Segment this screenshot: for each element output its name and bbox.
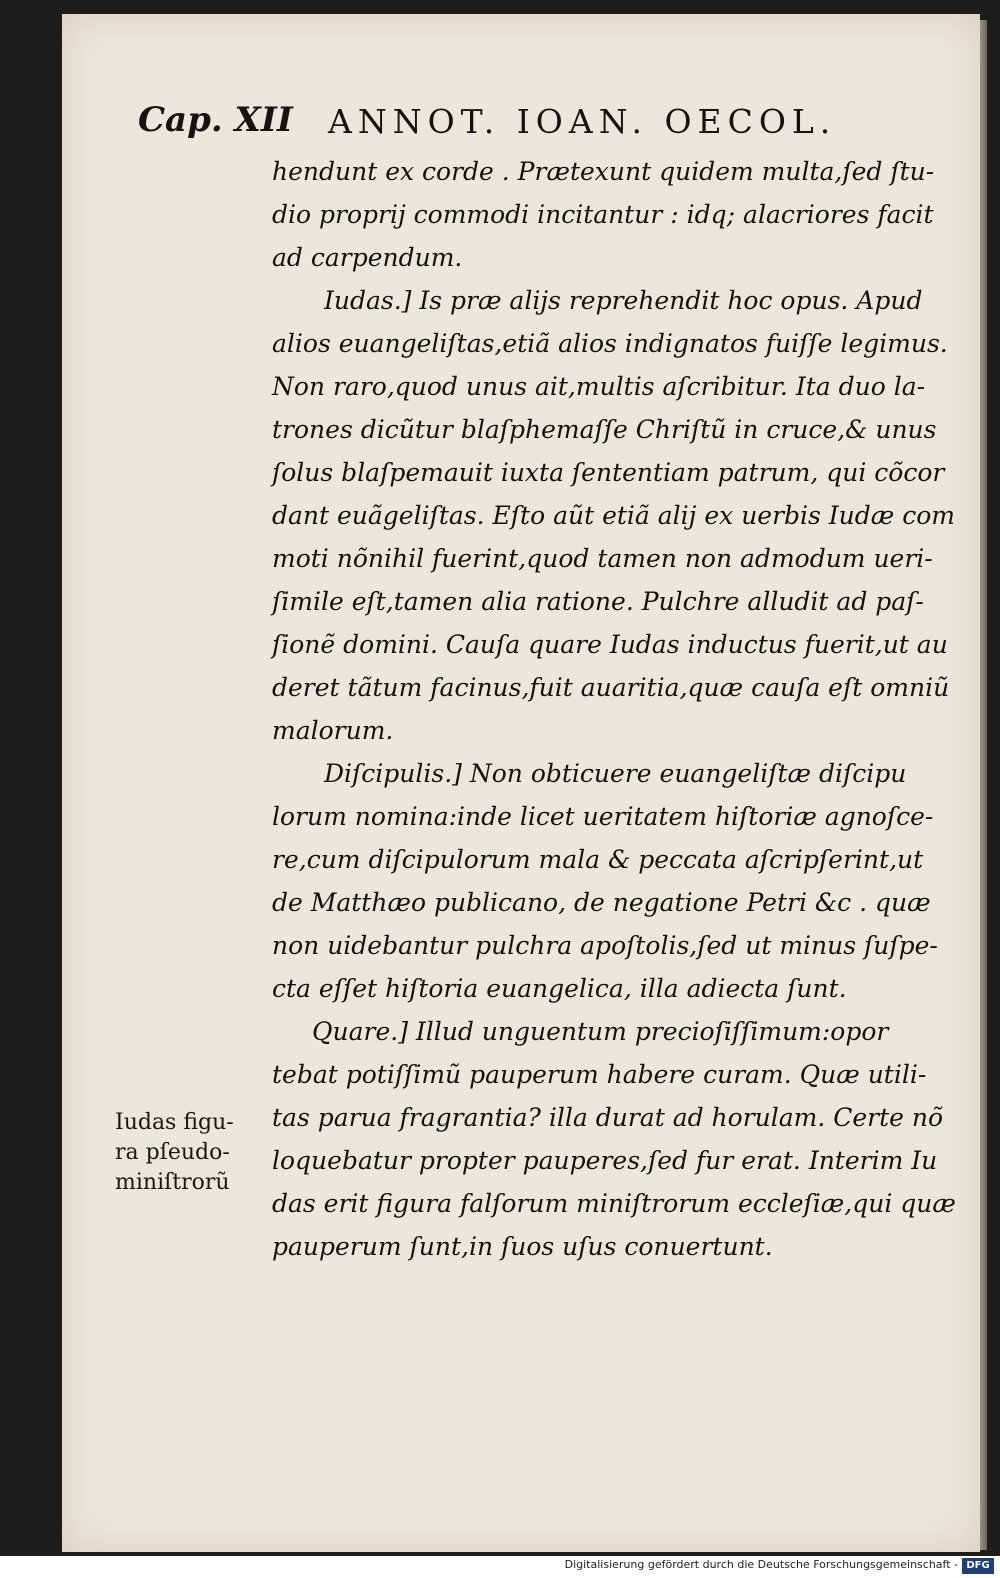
text-line: dant euãgeliſtas. Eſto aũt etiã alij ex uerbis Iudæ com <box>272 501 955 530</box>
paragraph-iudas <box>272 279 955 752</box>
text-line: alios euangeliſtas,etiã alios indignatos fuiſſe legimus. <box>272 329 948 358</box>
text-line: ſimile eſt,tamen alia ratione. Pulchre alludit ad paſ- <box>272 587 924 616</box>
paragraph <box>272 150 937 279</box>
text-line: deret tãtum facinus,fuit auaritia,quæ cauſa eſt omniũ <box>272 673 950 702</box>
text-line: Iudas.] Is præ alijs reprehendit hoc opus. Apud <box>324 286 923 315</box>
text-line: re,cum diſcipulorum mala & peccata aſcripſerint,ut <box>272 845 924 874</box>
text-line: dio proprij commodi incitantur : idq; alacriores facit <box>272 200 934 229</box>
text-line: Quare.] Illud unguentum precioſiſſimum:opor <box>312 1017 889 1046</box>
text-line: tas parua fragrantia? illa durat ad horulam. Certe nõ <box>272 1103 944 1132</box>
text-line: ſionẽ domini. Cauſa quare Iudas inductus fuerit,ut au <box>272 630 948 659</box>
margin-note-line: miniſtrorũ <box>115 1170 230 1195</box>
text-line: moti nõnihil fuerint,quod tamen non admodum ueri- <box>272 544 933 573</box>
text-line: tebat potiſſimũ pauperum habere curam. Quæ utili- <box>272 1060 927 1089</box>
digitization-credit: Digitalisierung gefördert durch die Deutsche Forschungsgemeinschaft - <box>564 1558 958 1571</box>
running-head <box>138 100 898 150</box>
text-line: cta eſſet hiſtoria euangelica, illa adiecta ſunt. <box>272 974 847 1003</box>
text-line: non uidebantur pulchra apoſtolis,ſed ut minus ſuſpe- <box>272 931 938 960</box>
text-line: ad carpendum. <box>272 243 463 272</box>
text-line: lorum nomina:inde licet ueritatem hiſtoriæ agnoſce- <box>272 802 934 831</box>
margin-note-line: ra pſeudo- <box>115 1140 230 1165</box>
text-line: trones dicũtur blaſphemaſſe Chriſtũ in cruce,& unus <box>272 415 937 444</box>
paragraph-quare <box>272 1010 956 1268</box>
text-line: Non raro,quod unus ait,multis aſcribitur. Ita duo la- <box>272 372 926 401</box>
margin-note <box>115 1108 265 1198</box>
text-line: Diſcipulis.] Non obticuere euangeliſtæ diſcipu <box>324 759 907 788</box>
text-line: loquebatur propter pauperes,ſed fur erat. Interim Iu <box>272 1146 938 1175</box>
dfg-logo[interactable]: DFG <box>962 1558 994 1574</box>
text-line: das erit figura falſorum miniſtrorum eccleſiæ,qui quæ <box>272 1189 956 1218</box>
text-line: ſolus blaſpemauit iuxta ſententiam patrum, qui cõcor <box>272 458 945 487</box>
text-line: malorum. <box>272 716 394 745</box>
text-line: hendunt ex corde . Prætexunt quidem multa,ſed ſtu- <box>272 157 935 186</box>
paragraph-discipulis <box>272 752 937 1010</box>
footer-bar <box>0 1556 1000 1578</box>
main-text <box>272 150 956 1268</box>
running-title: ANNOT. IOAN. OECOL. <box>328 102 837 141</box>
text-line: pauperum ſunt,in ſuos uſus conuertunt. <box>272 1232 773 1261</box>
chapter-label: Cap. XII <box>138 100 293 140</box>
text-line: de Matthæo publicano, de negatione Petri &c . quæ <box>272 888 931 917</box>
margin-note-line: Iudas figu- <box>115 1110 234 1135</box>
